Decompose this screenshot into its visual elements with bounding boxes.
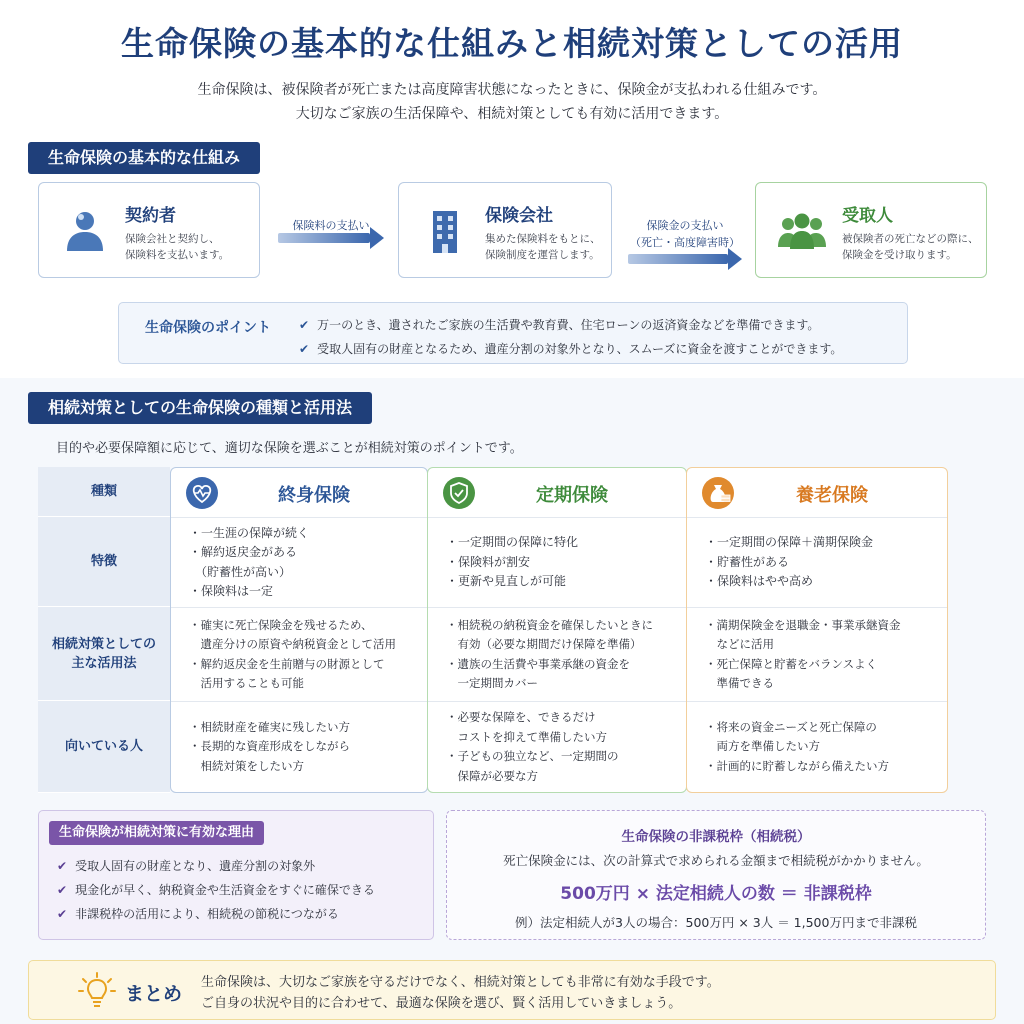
term-life-features: ・一定期間の保障に特化 ・保険料が割安 ・更新や見直しが可能 (428, 518, 686, 608)
check-icon: ✔ (299, 318, 310, 332)
check-icon: ✔ (57, 883, 68, 897)
endowment-column (686, 467, 948, 793)
tax-allowance-box (446, 810, 986, 940)
group-icon (776, 205, 828, 257)
tax-allowance-formula: 500万円 × 法定相続人の数 ＝ 非課税枠 (560, 884, 872, 904)
premium-arrow-label: 保険料の支払い (292, 219, 370, 232)
reason-text: 非課税枠の活用により、相続税の節税につながる (75, 907, 339, 921)
premium-arrow-head (370, 227, 384, 249)
insurance-points-label: 生命保険のポイント (145, 320, 271, 336)
insurance-point-text: 受取人固有の財産となるため、遺産分割の対象外となり、スムーズに資金を渡すことができます。 (317, 342, 843, 356)
summary-text: 生命保険は、大切なご家族を守るだけでなく、相続対策としても非常に有効な手段です。 ご自身の状況や目的に合わせて、最適な保険を選び、賢く活用していきましょう。 (201, 975, 720, 1011)
whole-life-title: 終身保険 (278, 485, 350, 506)
whole-life-header (171, 468, 427, 518)
insurer-box (398, 182, 612, 278)
section2-heading: 相続対策としての生命保険の種類と活用法 (28, 392, 372, 424)
intro-line-2: 大切なご家族の生活保障や、相続対策としても有効に活用できます。 (295, 106, 729, 122)
intro-line-1: 生命保険は、被保険者が死亡または高度障害状態になったときに、保険金が支払われる仕組みです。 (197, 82, 827, 98)
beneficiary-box (755, 182, 987, 278)
reason-item (57, 857, 315, 874)
endowment-features: ・一定期間の保障＋満期保険金 ・貯蓄性がある ・保険料はやや高め (687, 518, 947, 608)
reason-item (57, 905, 339, 922)
whole-life-column (170, 467, 428, 793)
section1-heading: 生命保険の基本的な仕組み (28, 142, 260, 174)
whole-life-usage: ・確実に死亡保険金を残せるため、 遺産分けの原資や納税資金として活用 ・解約返戻金を生前贈与の財源として 活用することも可能 (171, 608, 427, 702)
section2-subintro: 目的や必要保障額に応じて、適切な保険を選ぶことが相続対策のポイントです。 (56, 441, 523, 456)
insurance-comparison-table (38, 467, 948, 793)
insurance-point-text: 万一のとき、遺されたご家族の生活費や教育費、住宅ローンの返済資金などを準備できます。 (317, 318, 820, 332)
reasons-tag: 生命保険が相続対策に有効な理由 (49, 821, 264, 845)
benefit-arrow (628, 200, 742, 302)
term-life-column (427, 467, 687, 793)
reasons-box (38, 810, 434, 940)
endowment-usage: ・満期保険金を退職金・事業承継資金 などに活用 ・死亡保障と貯蓄をバランスよく 準備できる (687, 608, 947, 702)
lightbulb-icon (77, 971, 117, 1011)
endowment-header (687, 468, 947, 518)
whole-life-features: ・一生涯の保障が続く ・解約返戻金がある （貯蓄性が高い） ・保険料は一定 (171, 518, 427, 608)
term-life-suited: ・必要な保障を、できるだけ コストを抑えて準備したい方 ・子どもの独立など、一定期間の 保障が必要な方 (446, 710, 619, 783)
premium-arrow-shaft (278, 233, 370, 243)
summary-box (28, 960, 996, 1020)
endowment-suited: ・将来の資金ニーズと死亡保障の 両方を準備したい方 ・計画的に貯蓄しながら備えたい方 (705, 719, 889, 773)
whole-life-suited: ・相続財産を確実に残したい方 ・長期的な資産形成をしながら 相続対策をしたい方 (189, 719, 350, 773)
reason-item (57, 881, 375, 898)
tax-allowance-desc: 死亡保険金には、次の計算式で求められる金額まで相続税がかかりません。 (503, 853, 929, 868)
benefit-arrow-head (728, 248, 742, 270)
summary-label: まとめ (125, 983, 183, 1005)
tax-allowance-title: 生命保険の非課税枠（相続税） (621, 829, 811, 845)
insurance-points-box (118, 302, 908, 364)
row-header-type: 種類 (38, 467, 170, 517)
tax-allowance-example: 例）法定相続人が3人の場合：500万円 × 3人 ＝ 1,500万円まで非課税 (515, 915, 917, 930)
term-life-usage: ・相続税の納税資金を確保したいときに 有効（必要な期間だけ保障を準備） ・遺族の生活費や事業承継の資金を 一定期間カバー (428, 608, 686, 702)
intro-text (0, 78, 1024, 126)
check-icon: ✔ (299, 342, 310, 356)
term-life-header (428, 468, 686, 518)
premium-arrow (278, 200, 384, 285)
row-header-usage: 相続対策としての 主な活用法 (38, 607, 170, 701)
check-icon: ✔ (57, 859, 68, 873)
beneficiary-desc: 被保険者の死亡などの際に、 保険金を受け取ります。 (842, 233, 979, 261)
page-title: 生命保険の基本的な仕組みと相続対策としての活用 (121, 24, 903, 63)
benefit-arrow-shaft (628, 254, 728, 264)
benefit-arrow-label: 保険金の支払い （死亡・高度障害時） (630, 219, 740, 249)
contractor-box (38, 182, 260, 278)
reason-text: 現金化が早く、納税資金や生活資金をすぐに確保できる (75, 883, 375, 897)
row-header-features: 特徴 (38, 517, 170, 607)
person-icon (59, 205, 111, 257)
insurance-point-item (299, 316, 819, 333)
insurance-point-item (299, 340, 842, 357)
contractor-desc: 保険会社と契約し、 保険料を支払います。 (125, 233, 230, 261)
reason-text: 受取人固有の財産となり、遺産分割の対象外 (75, 859, 316, 873)
check-icon: ✔ (57, 907, 68, 921)
contractor-title: 契約者 (125, 206, 176, 226)
beneficiary-title: 受取人 (842, 206, 893, 226)
insurer-title: 保険会社 (485, 206, 553, 226)
insurer-desc: 集めた保険料をもとに、 保険制度を運営します。 (485, 233, 601, 261)
term-life-title: 定期保険 (536, 485, 608, 506)
endowment-title: 養老保険 (796, 485, 868, 506)
building-icon (419, 205, 471, 257)
row-header-suited: 向いている人 (38, 701, 170, 793)
